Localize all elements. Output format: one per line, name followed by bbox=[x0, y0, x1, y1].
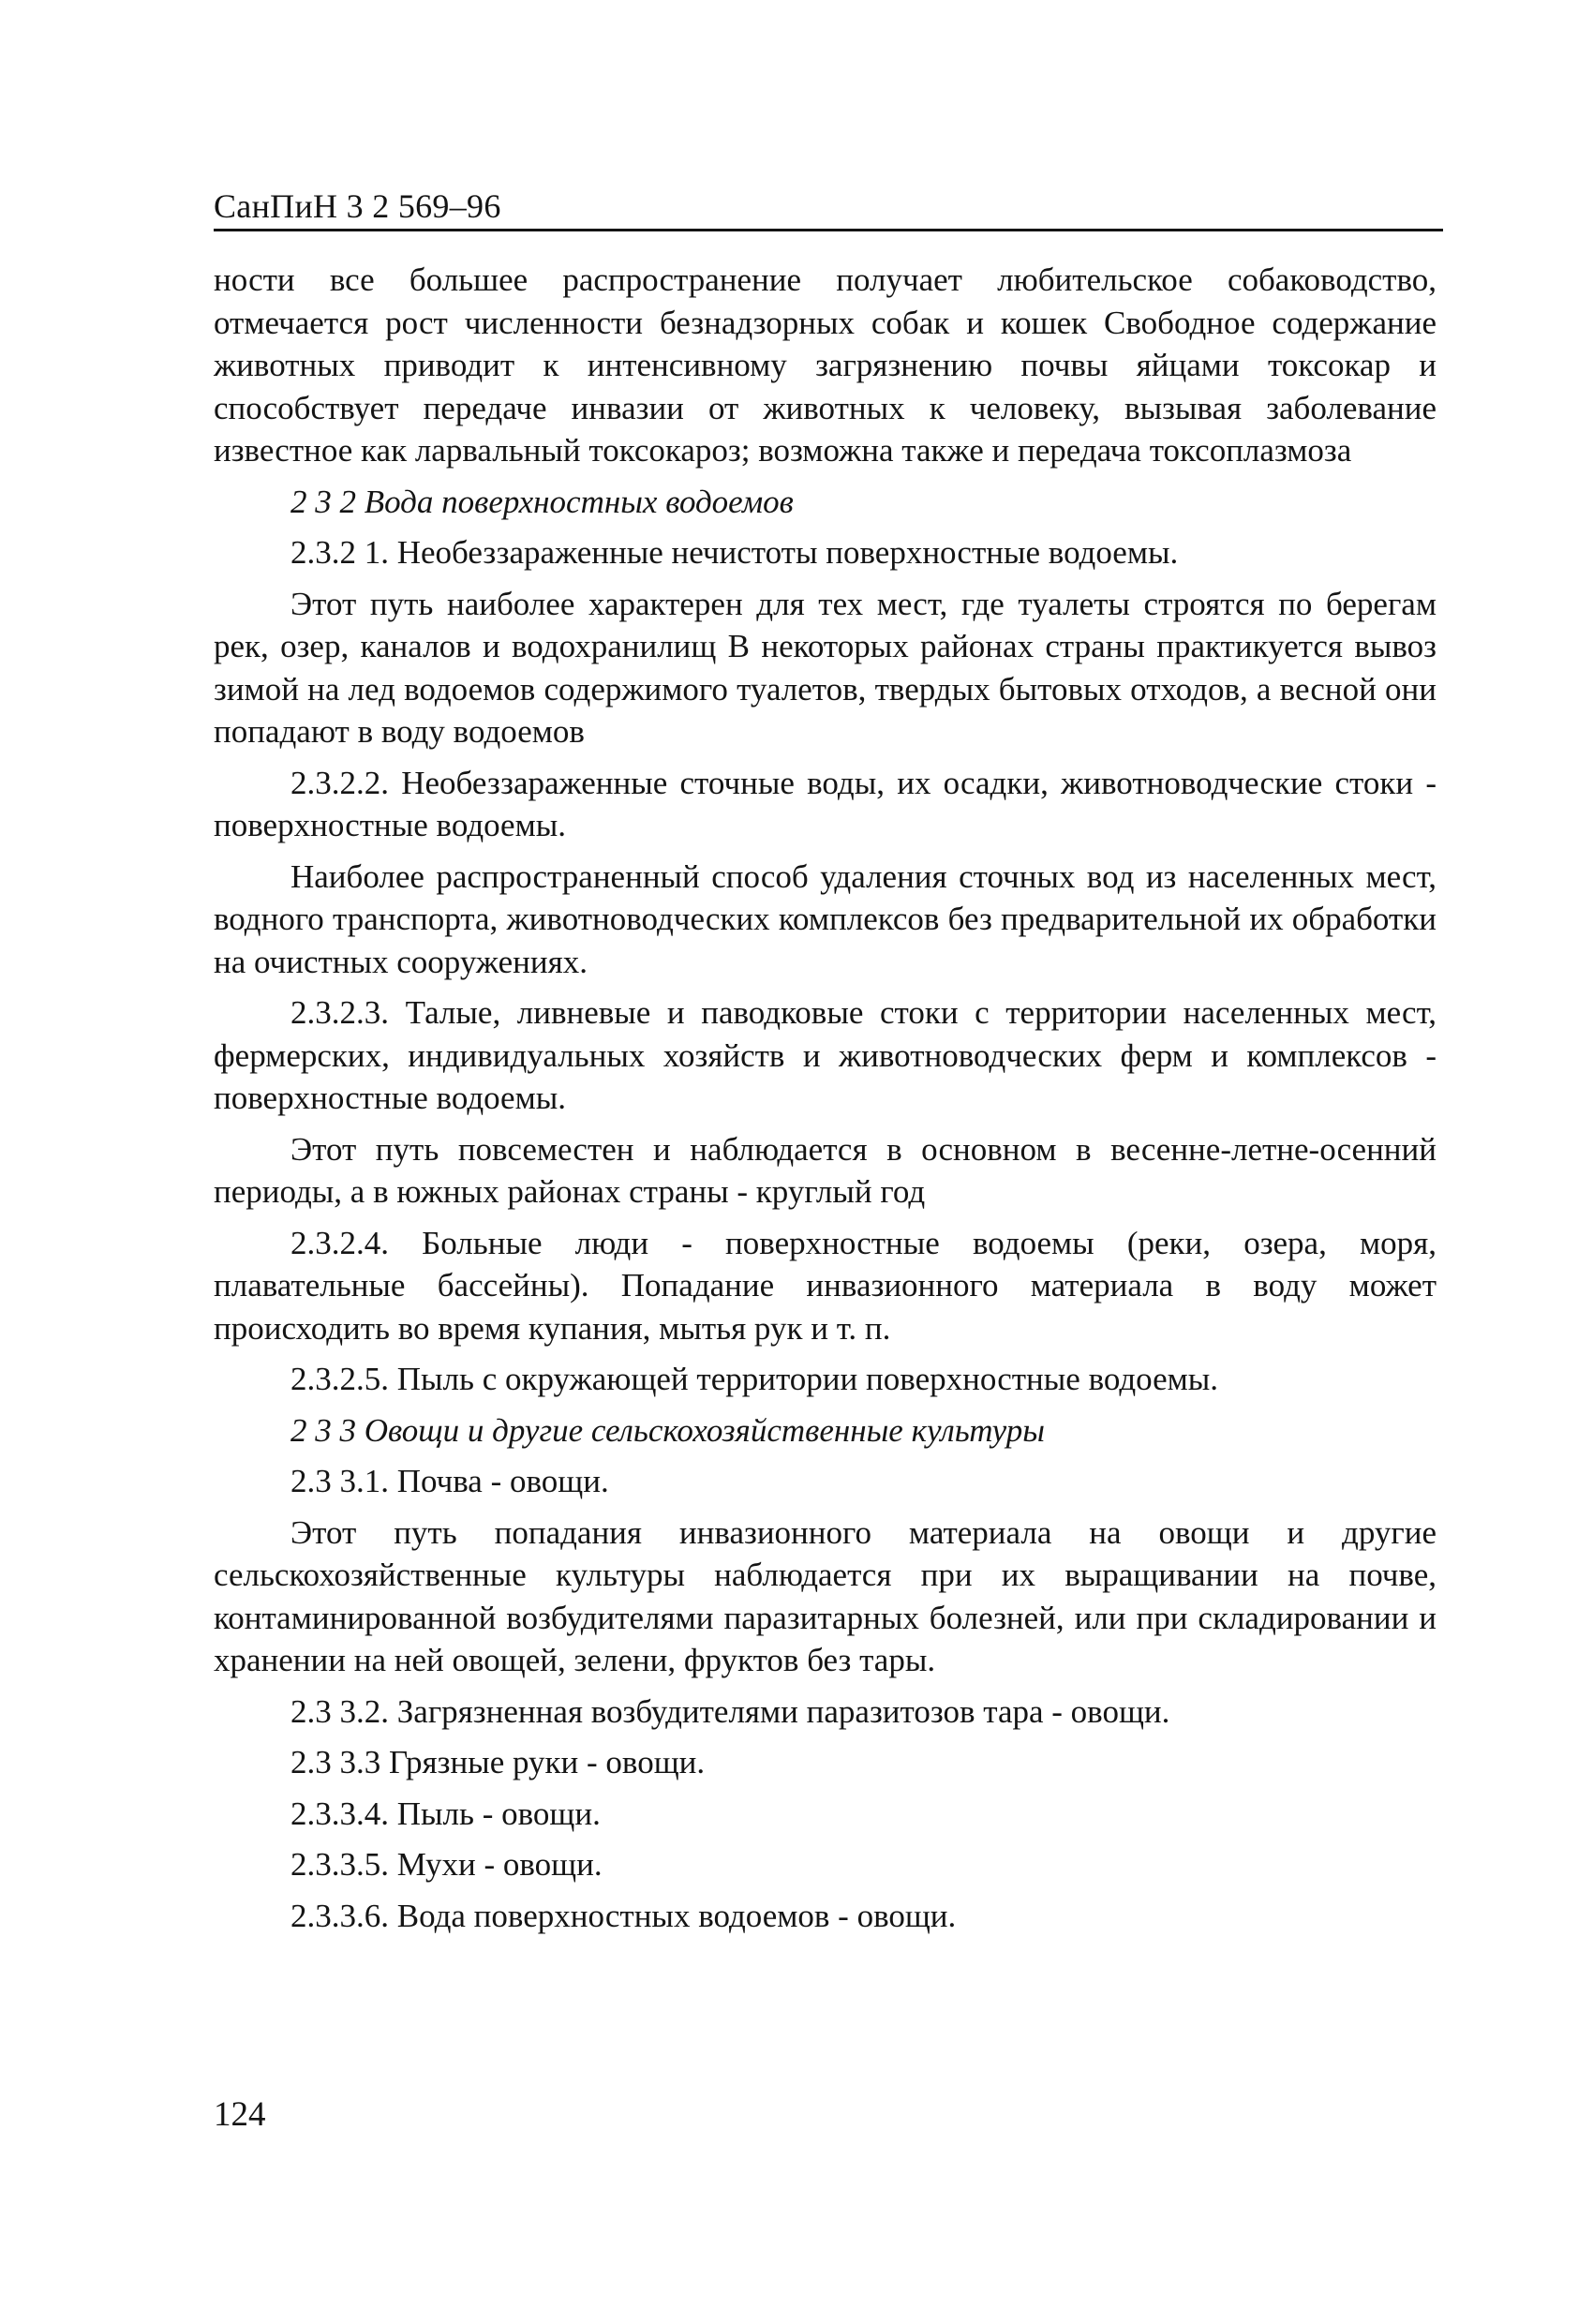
page-header bbox=[214, 187, 1443, 231]
paragraph-2-3-2-1-text: Этот путь наиболее характерен для тех мест, где туалеты строятся по берегам рек, озер, каналов и водохранилищ В некоторых районах страны практикуется вывоз зимой на лед водоемов содержимого туалетов, твердых бытовых отходов, а весной они попадают в воду водоемов bbox=[214, 585, 1437, 750]
clause-2-3-2-2: 2.3.2.2. Необеззараженные сточные воды, их осадки, животноводческие стоки - поверхностные водоемы. bbox=[214, 764, 1437, 843]
header-rule bbox=[214, 229, 1443, 231]
clause-2-3-3-6: 2.3.3.6. Вода поверхностных водоемов - овощи. bbox=[290, 1897, 957, 1934]
section-heading-2-3-3: 2 3 3 Овощи и другие сельскохозяйственные культуры bbox=[290, 1411, 1045, 1449]
clause-2-3-3-2: 2.3 3.2. Загрязненная возбудителями паразитозов тара - овощи. bbox=[290, 1692, 1170, 1730]
clause-2-3-3-1: 2.3 3.1. Почва - овощи. bbox=[290, 1463, 609, 1499]
page-number: 124 bbox=[214, 2095, 266, 2134]
document-body bbox=[214, 259, 1437, 1945]
clause-2-3-2-4: 2.3.2.4. Больные люди - поверхностные водоемы (реки, озера, моря, плавательные бассейны). Попадание инвазионного материала в воду может происходить во время купания, мытья рук и т. п. bbox=[214, 1224, 1437, 1347]
clause-2-3-2-5: 2.3.2.5. Пыль с окружающей территории поверхностные водоемы. bbox=[290, 1361, 1219, 1397]
clause-2-3-3-5: 2.3.3.5. Мухи - овощи. bbox=[290, 1846, 603, 1883]
paragraph-2-3-2-3-text: Этот путь повсеместен и наблюдается в основном в весенне-летне-осенний периоды, а в южных районах страны - круглый год bbox=[214, 1130, 1437, 1210]
paragraph-2-3-3-1-text: Этот путь попадания инвазионного материала на овощи и другие сельскохозяйственные культуры наблюдается при их выращивании на почве, контаминированной возбудителями паразитарных болезней, или при складировании и хранении на ней овощей, зелени, фруктов без тары. bbox=[214, 1513, 1437, 1678]
clause-2-3-2-1: 2.3.2 1. Необеззараженные нечистоты поверхностные водоемы. bbox=[290, 534, 1179, 571]
paragraph-2-3-2-2-text: Наиболее распространенный способ удаления сточных вод из населенных мест, водного транспорта, животноводческих комплексов без предварительной их обработки на очистных сооружениях. bbox=[214, 857, 1437, 980]
clause-2-3-2-3: 2.3.2.3. Талые, ливневые и паводковые стоки с территории населенных мест, фермерских, индивидуальных хозяйств и животноводческих ферм и комплексов - поверхностные водоемы. bbox=[214, 994, 1437, 1116]
clause-2-3-3-3: 2.3 3.3 Грязные руки - овощи. bbox=[290, 1744, 706, 1780]
running-header-title: СанПиН 3 2 569–96 bbox=[214, 187, 501, 225]
paragraph-continuation: ности все большее распространение получает любительское собаководство, отмечается рост численности безнадзорных собак и кошек Свободное содержание животных приводит к интенсивному загрязнению почвы яйцами токсокар и способствует передаче инвазии от животных к человеку, вызывая заболевание известное как ларвальный токсокароз; возможна также и передача токсоплазмоза bbox=[214, 261, 1437, 469]
section-heading-2-3-2: 2 3 2 Вода поверхностных водоемов bbox=[290, 483, 794, 520]
clause-2-3-3-4: 2.3.3.4. Пыль - овощи. bbox=[290, 1795, 601, 1832]
